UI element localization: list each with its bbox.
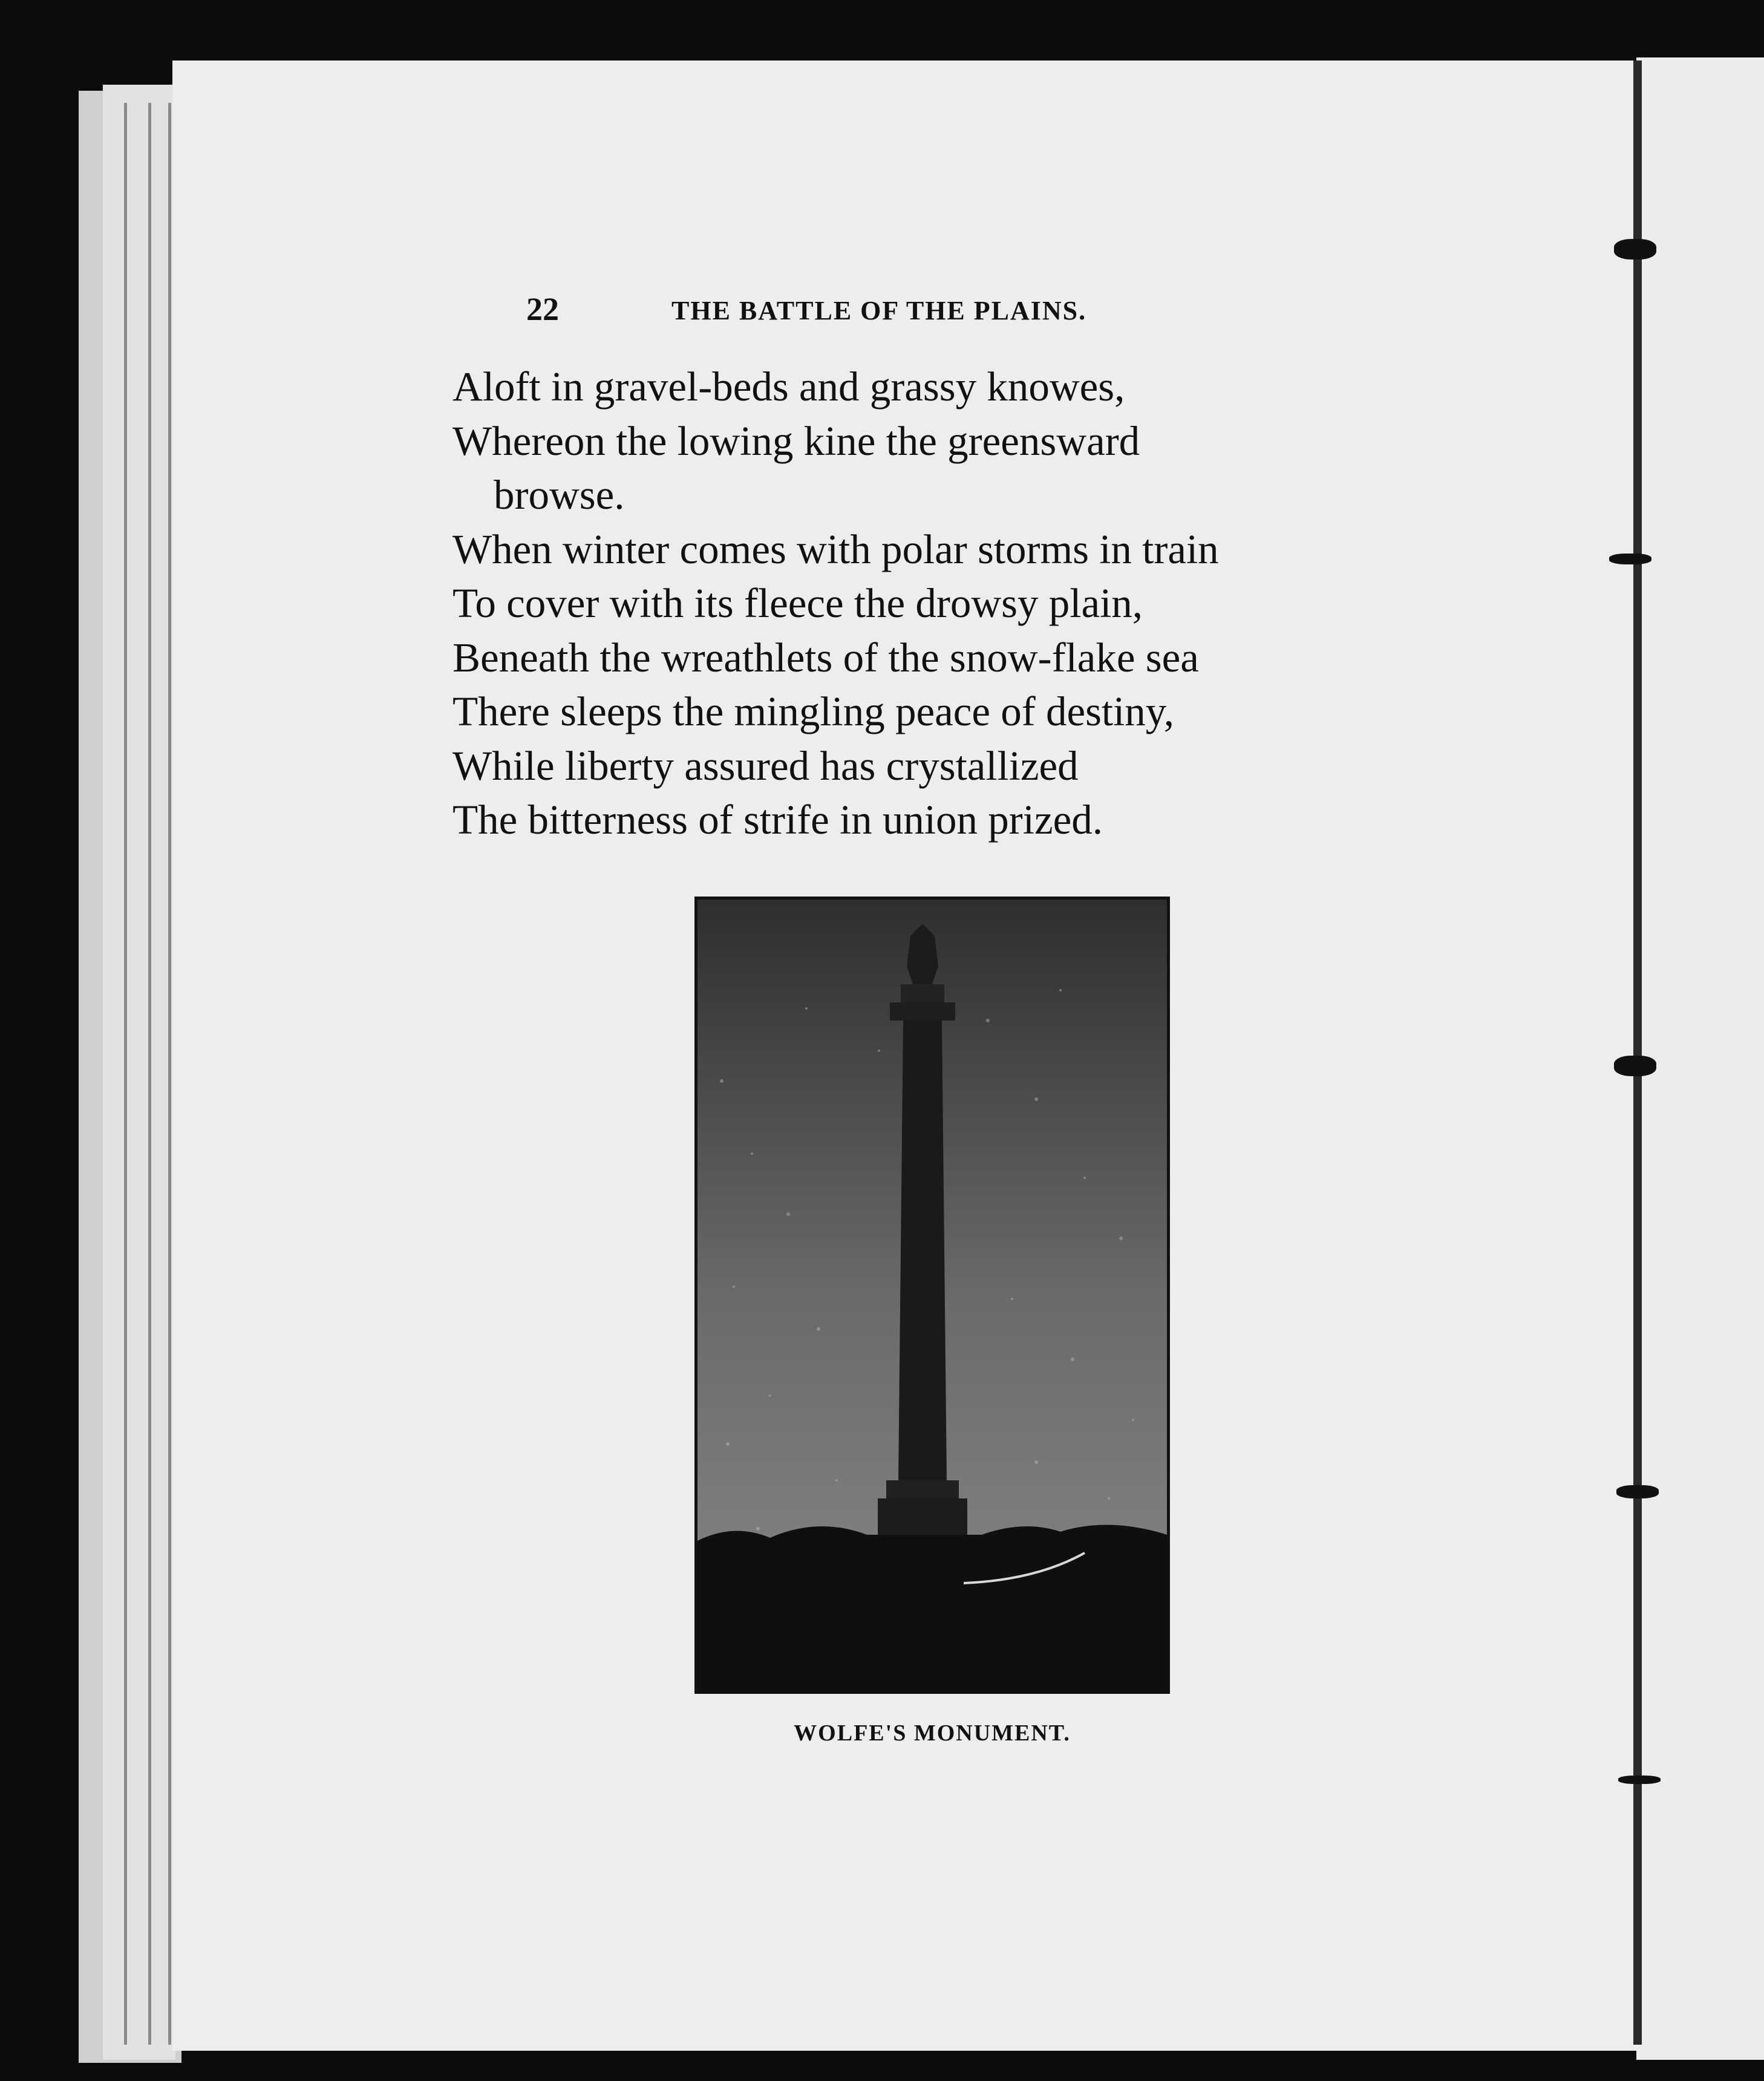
monument-photo (694, 897, 1170, 1694)
poem-line: When winter comes with polar storms in train (452, 526, 1219, 572)
binding-stitch (1616, 1485, 1659, 1498)
facing-page-sliver (1636, 57, 1764, 2060)
photo-caption: WOLFE'S MONUMENT. (794, 1720, 1071, 1746)
poem-line: browse. (494, 472, 625, 518)
poem-line: There sleeps the mingling peace of destiny, (452, 688, 1175, 734)
binding-stitch (1618, 1776, 1661, 1784)
binding-stitch (1609, 554, 1651, 564)
page-edge-line (124, 103, 127, 2045)
page-number: 22 (526, 291, 559, 327)
running-head (526, 290, 1216, 328)
poem-line: While liberty assured has crystallized (452, 742, 1079, 789)
page-edge-line (168, 103, 171, 2045)
page-edge-line (148, 103, 151, 2045)
binding-stitch (1614, 1056, 1656, 1076)
page-edge-inner (103, 85, 175, 2060)
binding-stitch (1614, 239, 1656, 260)
poem-stanza (452, 360, 1396, 848)
poem-line: Beneath the wreathlets of the snow-flake sea (452, 634, 1199, 681)
poem-line: To cover with its fleece the drowsy plain, (452, 580, 1143, 626)
poem-line: Whereon the lowing kine the greensward (452, 417, 1140, 464)
poem-line: Aloft in gravel-beds and grassy knowes, (452, 364, 1125, 410)
binding-gutter (1633, 60, 1642, 2045)
poem-line: The bitterness of strife in union prized. (452, 797, 1103, 843)
running-title: THE BATTLE OF THE PLAINS. (671, 296, 1087, 325)
